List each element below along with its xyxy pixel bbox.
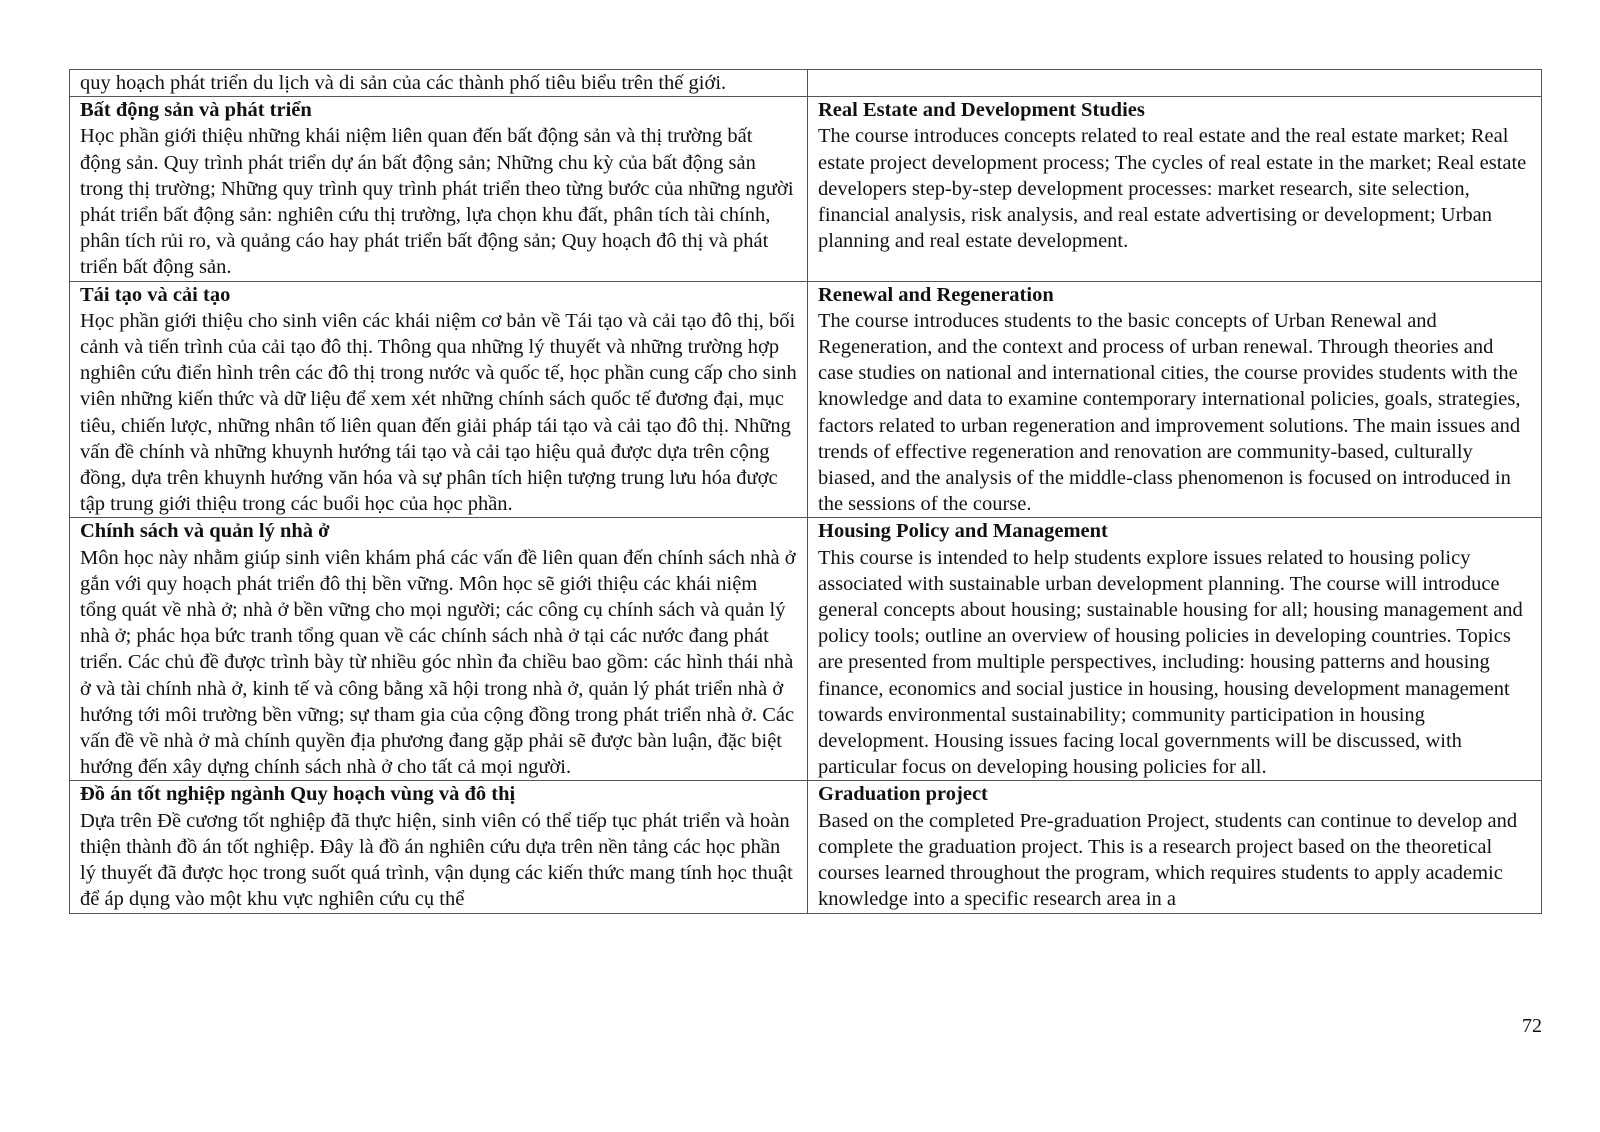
vi-description: Học phần giới thiệu cho sinh viên các khái niệm cơ bản về Tái tạo và cải tạo đô thị, bối cảnh và tiến trình của cải tạo đô thị. Thông qua những lý thuyết và những trường hợp nghiên cứu điển hình trên các đô thị trong nước và quốc tế, học phần cung cấp cho sinh viên những kiến thức và dữ liệu để xem xét những chính sách quốc tế đương đại, mục tiêu, chiến lược, những nhân tố liên quan đến giải pháp tái tạo và cải tạo đô thị. Những vấn đề chính và những khuynh hướng tái tạo và cải tạo hiệu quả được dựa trên cộng đồng, dựa trên khuynh hướng văn hóa và sự phân tích hiện tượng trung lưu hóa được tập trung giới thiệu trong các buổi học của học phần. — [80, 309, 797, 516]
course-description-table — [69, 69, 1542, 914]
table-row-continuation — [70, 70, 1542, 97]
vi-cell — [70, 281, 808, 518]
table-row-renewal — [70, 281, 1542, 518]
table-row-graduation — [70, 781, 1542, 913]
en-cell — [808, 70, 1542, 97]
en-description: Based on the completed Pre-graduation Project, students can continue to develop and complete the graduation project. This is a research project based on the theoretical courses learned throughout the program, which requires students to apply academic knowledge into a specific research area in a — [818, 809, 1518, 911]
vi-description: Học phần giới thiệu những khái niệm liên quan đến bất động sản và thị trường bất động sản. Quy trình phát triển dự án bất động sản; Những chu kỳ của bất động sản trong thị trường; Những quy trình quy trình phát triển theo từng bước của những người phát triển bất động sản: nghiên cứu thị trường, lựa chọn khu đất, phân tích tài chính, phân tích rủi ro, và quảng cáo hay phát triển bất động sản; Quy hoạch đô thị và phát triển bất động sản. — [80, 125, 794, 279]
vi-cell — [70, 518, 808, 781]
en-cell — [808, 97, 1542, 281]
vi-cell — [70, 70, 808, 97]
en-description: The course introduces concepts related to real estate and the real estate market; Real estate project development process; The cycles of real estate in the market; Real estate developers step-by-step development processes: market research, site selection, financial analysis, risk analysis, and real estate advertising or development; Urban planning and real estate development. — [818, 125, 1527, 253]
en-course-title: Housing Policy and Management — [818, 520, 1108, 543]
en-cell — [808, 518, 1542, 781]
vi-cell — [70, 781, 808, 913]
vi-description: Dựa trên Đề cương tốt nghiệp đã thực hiện, sinh viên có thể tiếp tục phát triển và hoàn thiện thành đồ án tốt nghiệp. Đây là đồ án nghiên cứu dựa trên nền tảng các học phần lý thuyết đã được học trong suốt quá trình, vận dụng các kiến thức mang tính học thuật để áp dụng vào một khu vực nghiên cứu cụ thể — [80, 809, 793, 911]
en-cell — [808, 781, 1542, 913]
vi-course-title: Chính sách và quản lý nhà ở — [80, 520, 330, 543]
en-course-title: Real Estate and Development Studies — [818, 99, 1145, 122]
en-course-title: Renewal and Regeneration — [818, 283, 1054, 306]
vi-course-title: Đồ án tốt nghiệp ngành Quy hoạch vùng và đô thị — [80, 783, 516, 806]
en-course-title: Graduation project — [818, 783, 988, 806]
vi-cell — [70, 97, 808, 281]
table-row-housing — [70, 518, 1542, 781]
en-description: The course introduces students to the basic concepts of Urban Renewal and Regeneration, and the context and process of urban renewal. Through theories and case studies on national and international cities, the course provides students with the knowledge and data to examine contemporary international policies, goals, strategies, factors related to urban regeneration and improvement solutions. The main issues and trends of effective regeneration and renovation are community-based, culturally biased, and the analysis of the middle-class phenomenon is focused on introduced in the sessions of the course. — [818, 309, 1521, 516]
vi-course-title: Bất động sản và phát triển — [80, 99, 312, 122]
en-cell — [808, 281, 1542, 518]
vi-course-title: Tái tạo và cải tạo — [80, 283, 231, 306]
vi-description: quy hoạch phát triển du lịch và di sản của các thành phố tiêu biểu trên thế giới. — [80, 72, 727, 94]
table-row-real-estate — [70, 97, 1542, 281]
page-number: 72 — [1522, 1015, 1542, 1037]
vi-description: Môn học này nhằm giúp sinh viên khám phá các vấn đề liên quan đến chính sách nhà ở gắn với quy hoạch phát triển đô thị bền vững. Môn học sẽ giới thiệu các khái niệm tổng quát về nhà ở; nhà ở bền vững cho mọi người; các công cụ chính sách và quản lý nhà ở; phác họa bức tranh tổng quan về các chính sách nhà ở tại các nước đang phát triển. Các chủ đề được trình bày từ nhiều góc nhìn đa chiều bao gồm: các hình thái nhà ở và tài chính nhà ở, kinh tế và công bằng xã hội trong nhà ở, quản lý phát triển nhà ở hướng tới môi trường bền vững; sự tham gia của cộng đồng trong phát triển nhà ở. Các vấn đề về nhà ở mà chính quyền địa phương đang gặp phải sẽ được bàn luận, đặc biệt hướng đến xây dựng chính sách nhà ở cho tất cả mọi người. — [80, 546, 796, 779]
en-description: This course is intended to help students explore issues related to housing policy associated with sustainable urban development planning. The course will introduce general concepts about housing; sustainable housing for all; housing management and policy tools; outline an overview of housing policies in developing countries. Topics are presented from multiple perspectives, including: housing patterns and housing finance, economics and social justice in housing, housing development management towards environmental sustainability; community participation in housing development. Housing issues facing local governments will be discussed, with particular focus on developing housing policies for all. — [818, 546, 1523, 779]
